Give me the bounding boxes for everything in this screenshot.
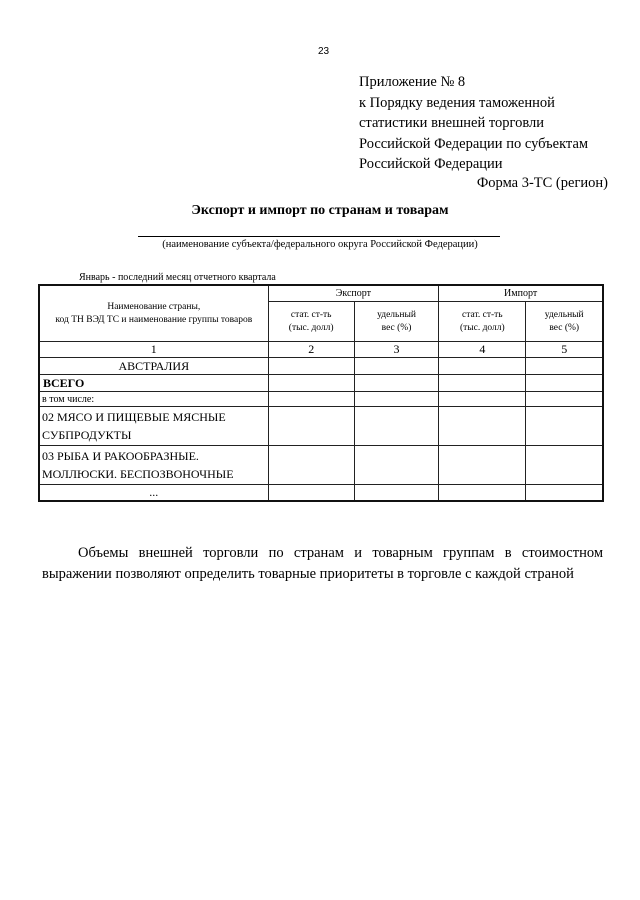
column-number: 2 bbox=[268, 342, 354, 358]
appendix-header bbox=[359, 72, 588, 175]
cell bbox=[439, 485, 526, 502]
body-paragraph: Объемы внешней торговли по странам и товарным группам в стоимостном выражении позволяют определить товарные приоритеты в торговле с каждой страной bbox=[42, 545, 603, 582]
table-header-row bbox=[39, 285, 603, 302]
cell bbox=[354, 392, 438, 407]
table-row bbox=[39, 392, 603, 407]
table-row bbox=[39, 446, 603, 485]
cell bbox=[354, 407, 438, 446]
cell bbox=[268, 446, 354, 485]
header-import-share: удельный вес (%) bbox=[526, 302, 603, 342]
cell bbox=[268, 392, 354, 407]
trade-table bbox=[38, 284, 604, 502]
cell bbox=[354, 375, 438, 392]
cell bbox=[439, 446, 526, 485]
subject-fill-line bbox=[138, 236, 500, 237]
appendix-line: статистики внешней торговли bbox=[359, 115, 544, 131]
cell bbox=[354, 358, 438, 375]
reporting-period: Январь - последний месяц отчетного квартала bbox=[79, 272, 276, 283]
document-title: Экспорт и импорт по странам и товарам bbox=[191, 203, 449, 218]
table-row bbox=[39, 407, 603, 446]
header-import-value: стат. ст-ть (тыс. долл) bbox=[439, 302, 526, 342]
header-import: Импорт bbox=[439, 285, 603, 302]
cell bbox=[268, 485, 354, 502]
cell bbox=[526, 358, 603, 375]
form-label: Форма 3-ТС (регион) bbox=[476, 175, 608, 191]
cell bbox=[354, 485, 438, 502]
cell bbox=[354, 446, 438, 485]
commodity-group-02: 02 МЯСО И ПИЩЕВЫЕ МЯСНЫЕ СУБПРОДУКТЫ bbox=[39, 407, 268, 446]
cell bbox=[439, 358, 526, 375]
cell bbox=[268, 407, 354, 446]
cell bbox=[526, 485, 603, 502]
appendix-line: Российской Федерации по субъектам bbox=[359, 135, 589, 152]
column-number: 3 bbox=[354, 342, 438, 358]
ellipsis-row: ... bbox=[39, 485, 268, 502]
header-export-share: удельный вес (%) bbox=[354, 302, 438, 342]
cell bbox=[526, 407, 603, 446]
table-row bbox=[39, 375, 603, 392]
table-row bbox=[39, 358, 603, 375]
header-export-value: стат. ст-ть (тыс. долл) bbox=[268, 302, 354, 342]
cell bbox=[526, 392, 603, 407]
appendix-line: к Порядку ведения таможенной bbox=[359, 94, 555, 111]
cell bbox=[526, 375, 603, 392]
column-number: 1 bbox=[39, 342, 268, 358]
column-number-row bbox=[39, 342, 603, 358]
table-row bbox=[39, 485, 603, 502]
column-number: 4 bbox=[439, 342, 526, 358]
country-name: АВСТРАЛИЯ bbox=[39, 358, 268, 375]
header-name-column: Наименование страны, код ТН ВЭД ТС и наименование группы товаров bbox=[39, 285, 268, 342]
cell bbox=[268, 375, 354, 392]
subject-caption: (наименование субъекта/федерального округа Российской Федерации) bbox=[162, 239, 478, 250]
cell bbox=[268, 358, 354, 375]
including-label: в том числе: bbox=[39, 392, 268, 407]
commodity-group-03: 03 РЫБА И РАКООБРАЗНЫЕ. МОЛЛЮСКИ. БЕСПОЗВОНОЧНЫЕ bbox=[39, 446, 268, 485]
cell bbox=[439, 392, 526, 407]
cell bbox=[439, 407, 526, 446]
cell bbox=[439, 375, 526, 392]
page-number: 23 bbox=[318, 46, 330, 57]
cell bbox=[526, 446, 603, 485]
total-label: ВСЕГО bbox=[39, 375, 268, 392]
appendix-line: Российской Федерации bbox=[359, 156, 503, 172]
appendix-line: Приложение № 8 bbox=[359, 74, 466, 90]
header-export: Экспорт bbox=[268, 285, 439, 302]
column-number: 5 bbox=[526, 342, 603, 358]
